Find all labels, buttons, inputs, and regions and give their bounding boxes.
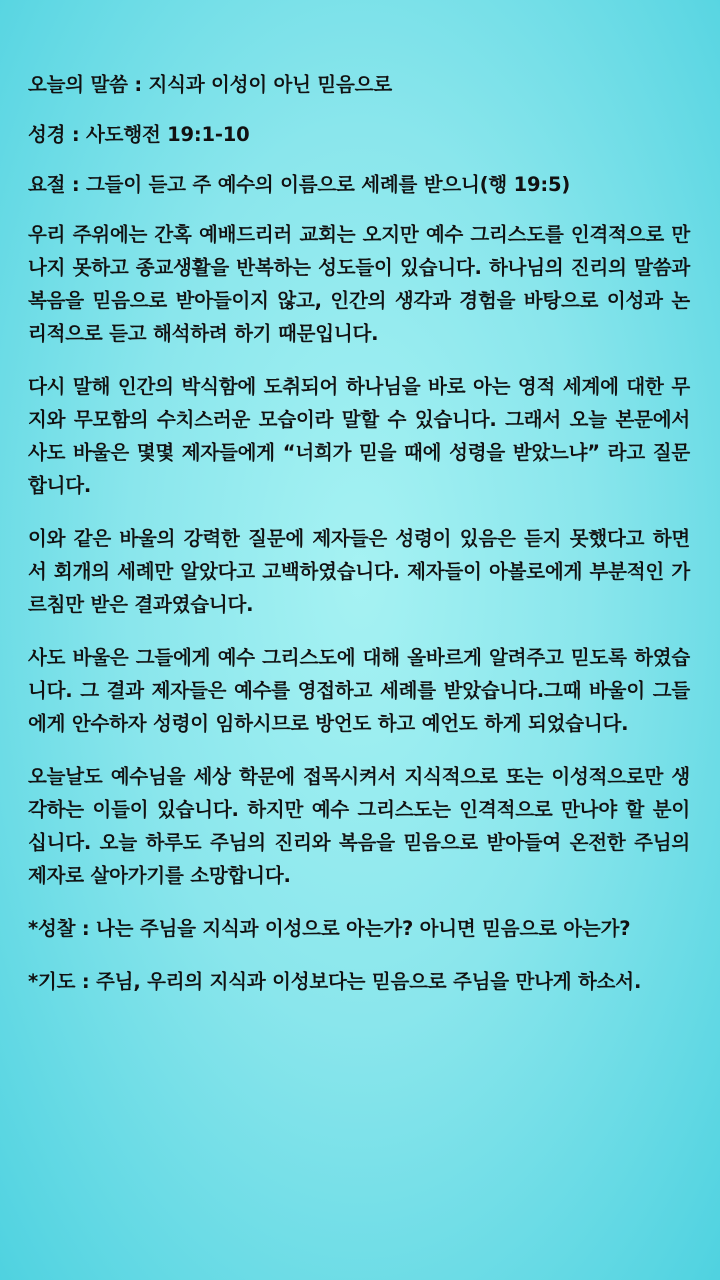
reflection-question: *성찰 : 나는 주님을 지식과 이성으로 아는가? 아니면 믿음으로 아는가? xyxy=(28,917,631,940)
body-paragraph: 다시 말해 인간의 박식함에 도취되어 하나님을 바로 아는 영적 세계에 대한 무지와 무모함의 수치스러운 모습이라 말할 수 있습니다. 그래서 오늘 본문에서 사도 바울은 몇몇 제자들에게 “너희가 믿을 때에 성령을 받았느냐” 라고 질문합니다. xyxy=(28,375,690,497)
devotional-content xyxy=(28,68,690,1018)
devotion-title: 오늘의 말씀 : 지식과 이성이 아닌 믿음으로 xyxy=(28,73,392,96)
body-paragraph: 이와 같은 바울의 강력한 질문에 제자들은 성령이 있음은 듣지 못했다고 하면서 회개의 세례만 알았다고 고백하였습니다. 제자들이 아볼로에게 부분적인 가르침만 받은 결과였습니다. xyxy=(28,527,690,616)
prayer-text: *기도 : 주님, 우리의 지식과 이성보다는 믿음으로 주님을 만나게 하소서. xyxy=(28,970,642,993)
body-paragraph: 사도 바울은 그들에게 예수 그리스도에 대해 올바르게 알려주고 믿도록 하였습니다. 그 결과 제자들은 예수를 영접하고 세례를 받았습니다.그때 바울이 그들에게 안수하자 성령이 임하시므로 방언도 하고 예언도 하게 되었습니다. xyxy=(28,646,690,735)
scripture-reference: 성경 : 사도행전 19:1-10 xyxy=(28,123,250,146)
body-paragraph: 오늘날도 예수님을 세상 학문에 접목시켜서 지식적으로 또는 이성적으로만 생각하는 이들이 있습니다. 하지만 예수 그리스도는 인격적으로 만나야 할 분이십니다. 오늘 하루도 주님의 진리와 복음을 믿음으로 받아들여 온전한 주님의 제자로 살아가기를 소망합니다. xyxy=(28,765,690,887)
key-verse: 요절 : 그들이 듣고 주 예수의 이름으로 세례를 받으니(행 19:5) xyxy=(28,173,571,196)
body-paragraph: 우리 주위에는 간혹 예배드리러 교회는 오지만 예수 그리스도를 인격적으로 만나지 못하고 종교생활을 반복하는 성도들이 있습니다. 하나님의 진리의 말씀과 복음을 믿음으로 받아들이지 않고, 인간의 생각과 경험을 바탕으로 이성과 논리적으로 듣고 해석하려 하기 때문입니다. xyxy=(28,223,690,345)
